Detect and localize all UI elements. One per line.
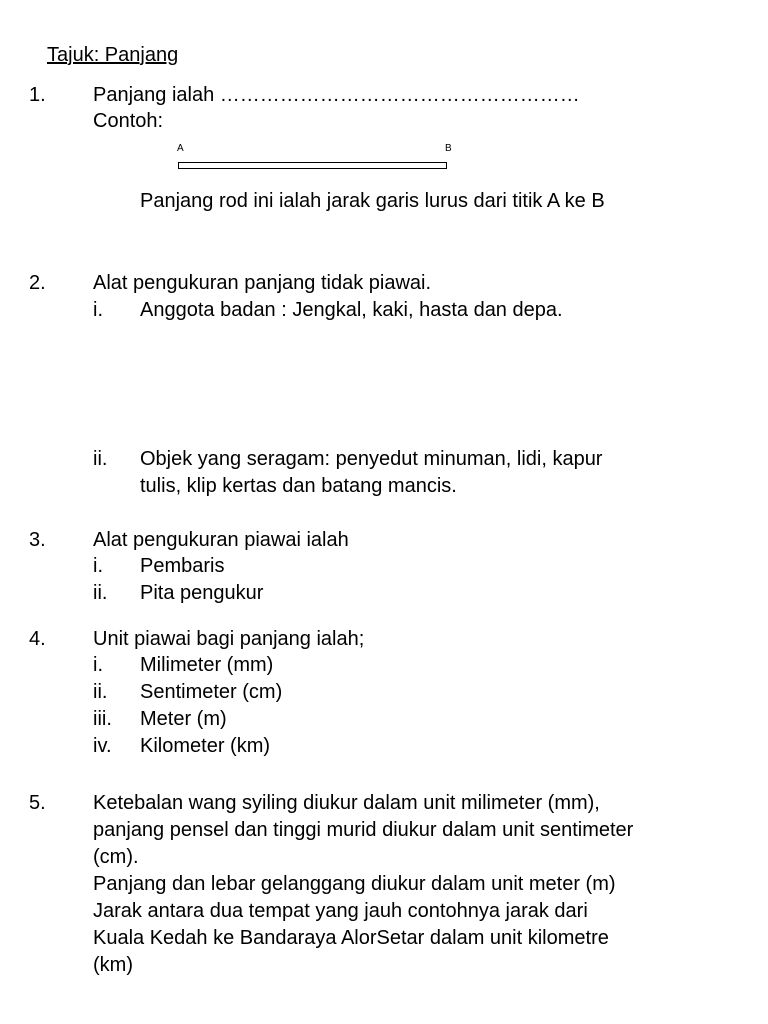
section-3-item-1-roman: i.: [93, 555, 103, 577]
section-4-item-3-text: Meter (m): [140, 708, 227, 730]
section-2-item-1-text: Anggota badan : Jengkal, kaki, hasta dan depa.: [140, 299, 563, 321]
section-3-number: 3.: [29, 529, 46, 551]
section-5-line-2: panjang pensel dan tinggi murid diukur dalam unit sentimeter: [93, 819, 634, 841]
section-2-item-1-roman: i.: [93, 299, 103, 321]
section-4-item-1-text: Milimeter (mm): [140, 654, 274, 676]
section-4-heading: Unit piawai bagi panjang ialah;: [93, 628, 365, 650]
section-3-item-2-text: Pita pengukur: [140, 582, 264, 604]
section-5-line-3: (cm).: [93, 846, 139, 868]
section-1-number: 1.: [29, 84, 46, 106]
section-5-line-4: Panjang dan lebar gelanggang diukur dalam unit meter (m): [93, 873, 616, 895]
section-2-item-2-text-line-2: tulis, klip kertas dan batang mancis.: [140, 475, 457, 497]
section-5-number: 5.: [29, 792, 46, 814]
section-5-line-5: Jarak antara dua tempat yang jauh contohnya jarak dari: [93, 900, 588, 922]
section-4-item-4-text: Kilometer (km): [140, 735, 271, 757]
section-2-heading: Alat pengukuran panjang tidak piawai.: [93, 272, 432, 294]
section-3-heading: Alat pengukuran piawai ialah: [93, 529, 349, 551]
section-1-definition: Panjang ialah ………………………………………………: [93, 84, 580, 106]
section-4-item-4-roman: iv.: [93, 735, 112, 757]
rod-label-a: A: [177, 143, 184, 154]
section-1-caption: Panjang rod ini ialah jarak garis lurus dari titik A ke B: [140, 190, 605, 212]
section-5-line-1: Ketebalan wang syiling diukur dalam unit milimeter (mm),: [93, 792, 600, 814]
rod-label-b: B: [445, 143, 452, 154]
section-4-item-2-text: Sentimeter (cm): [140, 681, 283, 703]
section-3-item-2-roman: ii.: [93, 582, 108, 604]
rod-diagram: [178, 162, 447, 169]
section-2-item-2-text-line-1: Objek yang seragam: penyedut minuman, lidi, kapur: [140, 448, 603, 470]
section-2-number: 2.: [29, 272, 46, 294]
section-4-item-1-roman: i.: [93, 654, 103, 676]
section-1-example-label: Contoh:: [93, 110, 164, 132]
section-4-item-3-roman: iii.: [93, 708, 112, 730]
page-title: Tajuk: Panjang: [47, 44, 179, 66]
section-5-line-7: (km): [93, 954, 133, 976]
section-2-item-2-roman: ii.: [93, 448, 108, 470]
section-4-number: 4.: [29, 628, 46, 650]
section-5-line-6: Kuala Kedah ke Bandaraya AlorSetar dalam unit kilometre: [93, 927, 609, 949]
section-3-item-1-text: Pembaris: [140, 555, 225, 577]
section-4-item-2-roman: ii.: [93, 681, 108, 703]
